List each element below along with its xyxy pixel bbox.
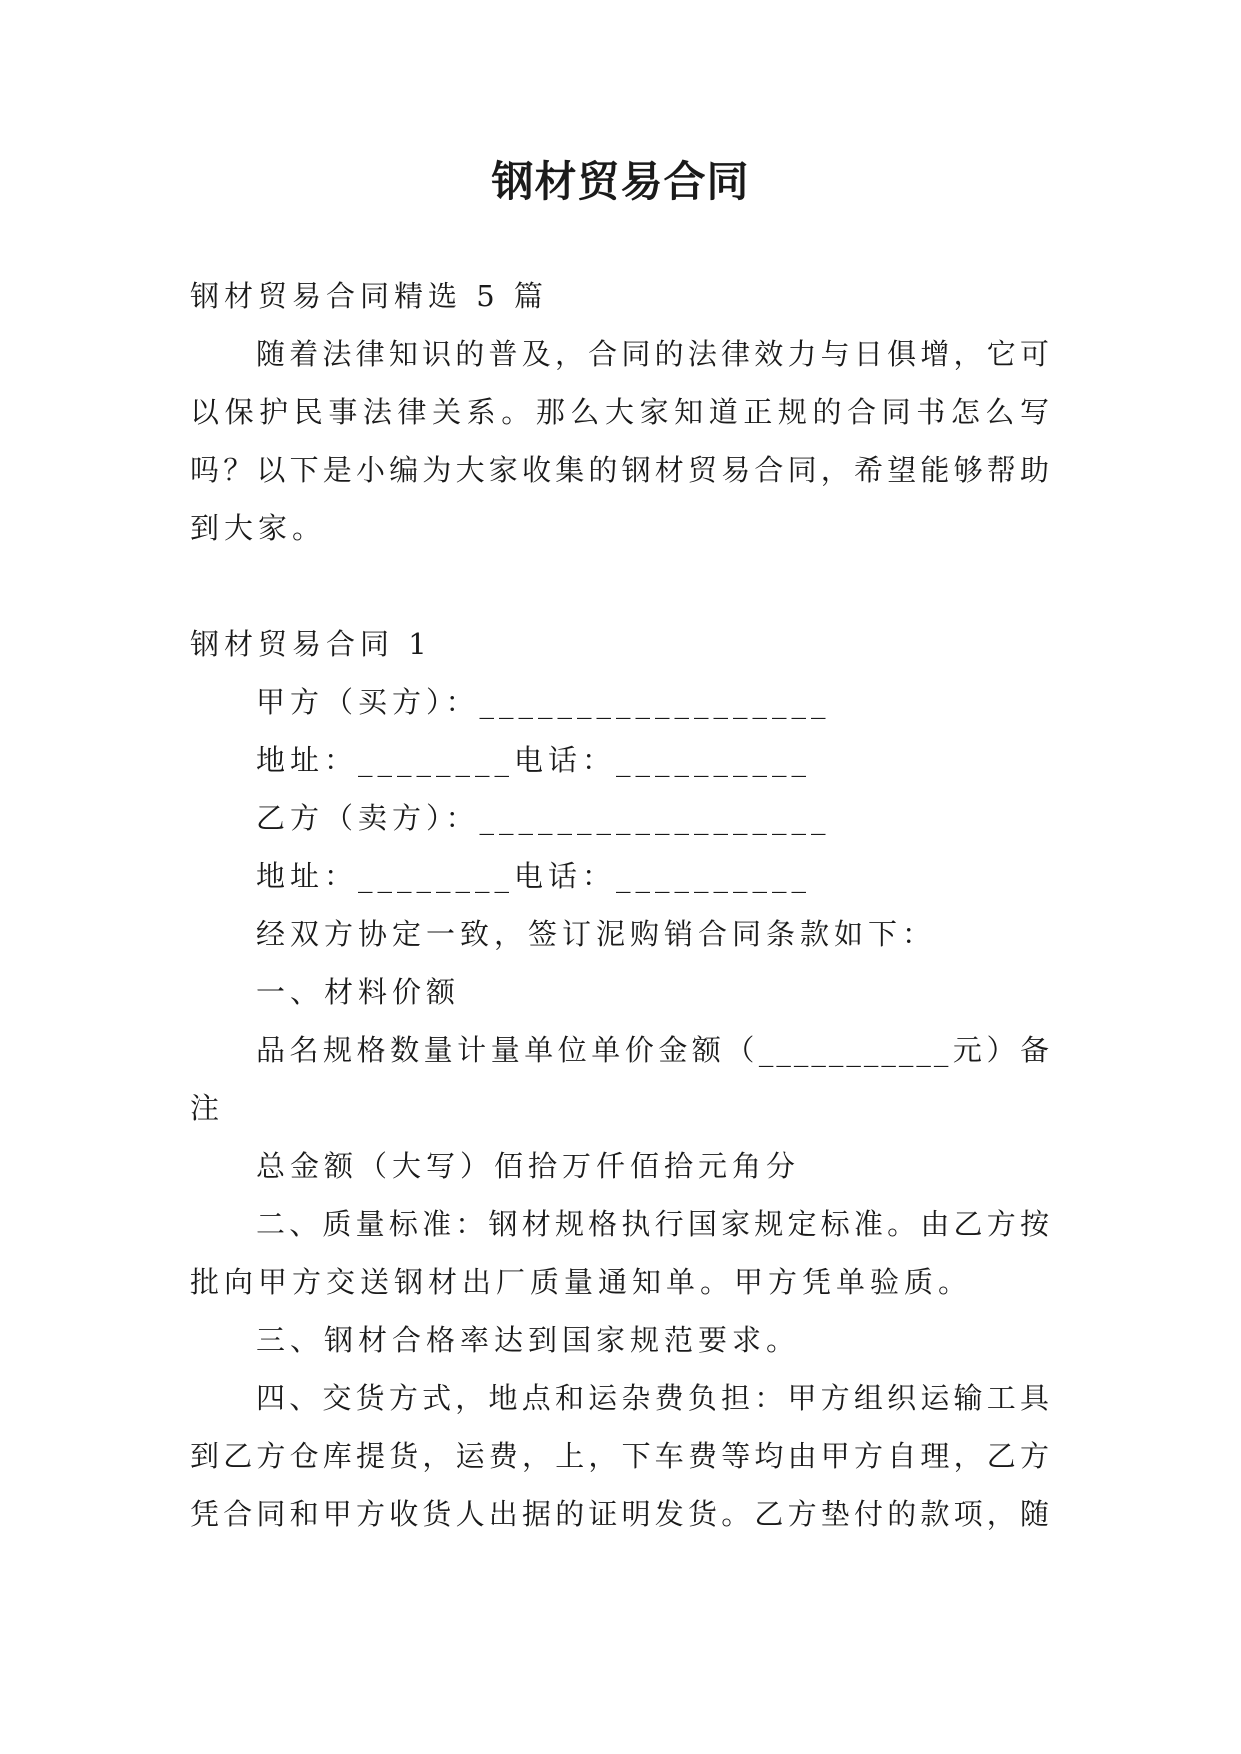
body-line: 三、钢材合格率达到国家规范要求。 (256, 1323, 801, 1357)
body-line: 一、材料价额 (256, 975, 461, 1009)
body-line: 注 (190, 1091, 225, 1125)
body-line: 批向甲方交送钢材出厂质量通知单。甲方凭单验质。 (190, 1265, 973, 1299)
body-line: 乙方（卖方）：__________________ (256, 801, 831, 835)
body-line: 随着法律知识的普及，合同的法律效力与日俱增，它可 (256, 337, 1052, 371)
body-line: 总金额（大写）佰拾万仟佰拾元角分 (256, 1149, 801, 1183)
body-line: 到乙方仓库提货，运费，上，下车费等均由甲方自理，乙方 (190, 1439, 1052, 1473)
body-line: 二、质量标准：钢材规格执行国家规定标准。由乙方按 (256, 1207, 1052, 1241)
body-line: 四、交货方式，地点和运杂费负担：甲方组织运输工具 (256, 1381, 1052, 1415)
body-line: 凭合同和甲方收货人出据的证明发货。乙方垫付的款项，随 (190, 1497, 1052, 1531)
body-line: 品名规格数量计量单位单价金额（___________元）备 (256, 1033, 1052, 1067)
body-line: 吗？以下是小编为大家收集的钢材贸易合同，希望能够帮助 (190, 453, 1052, 487)
body-line: 到大家。 (190, 511, 327, 545)
body-line: 经双方协定一致，签订泥购销合同条款如下： (256, 917, 937, 951)
body-line: 地址：________电话：__________ (256, 743, 812, 777)
body-line: 钢材贸易合同精选 5 篇 (190, 279, 548, 313)
body-line: 钢材贸易合同 1 (190, 627, 432, 661)
body-line: 地址：________电话：__________ (256, 859, 812, 893)
document-title: 钢材贸易合同 (491, 157, 750, 206)
body-line: 甲方（买方）：__________________ (256, 685, 831, 719)
body-line: 以保护民事法律关系。那么大家知道正规的合同书怎么写 (190, 395, 1052, 429)
